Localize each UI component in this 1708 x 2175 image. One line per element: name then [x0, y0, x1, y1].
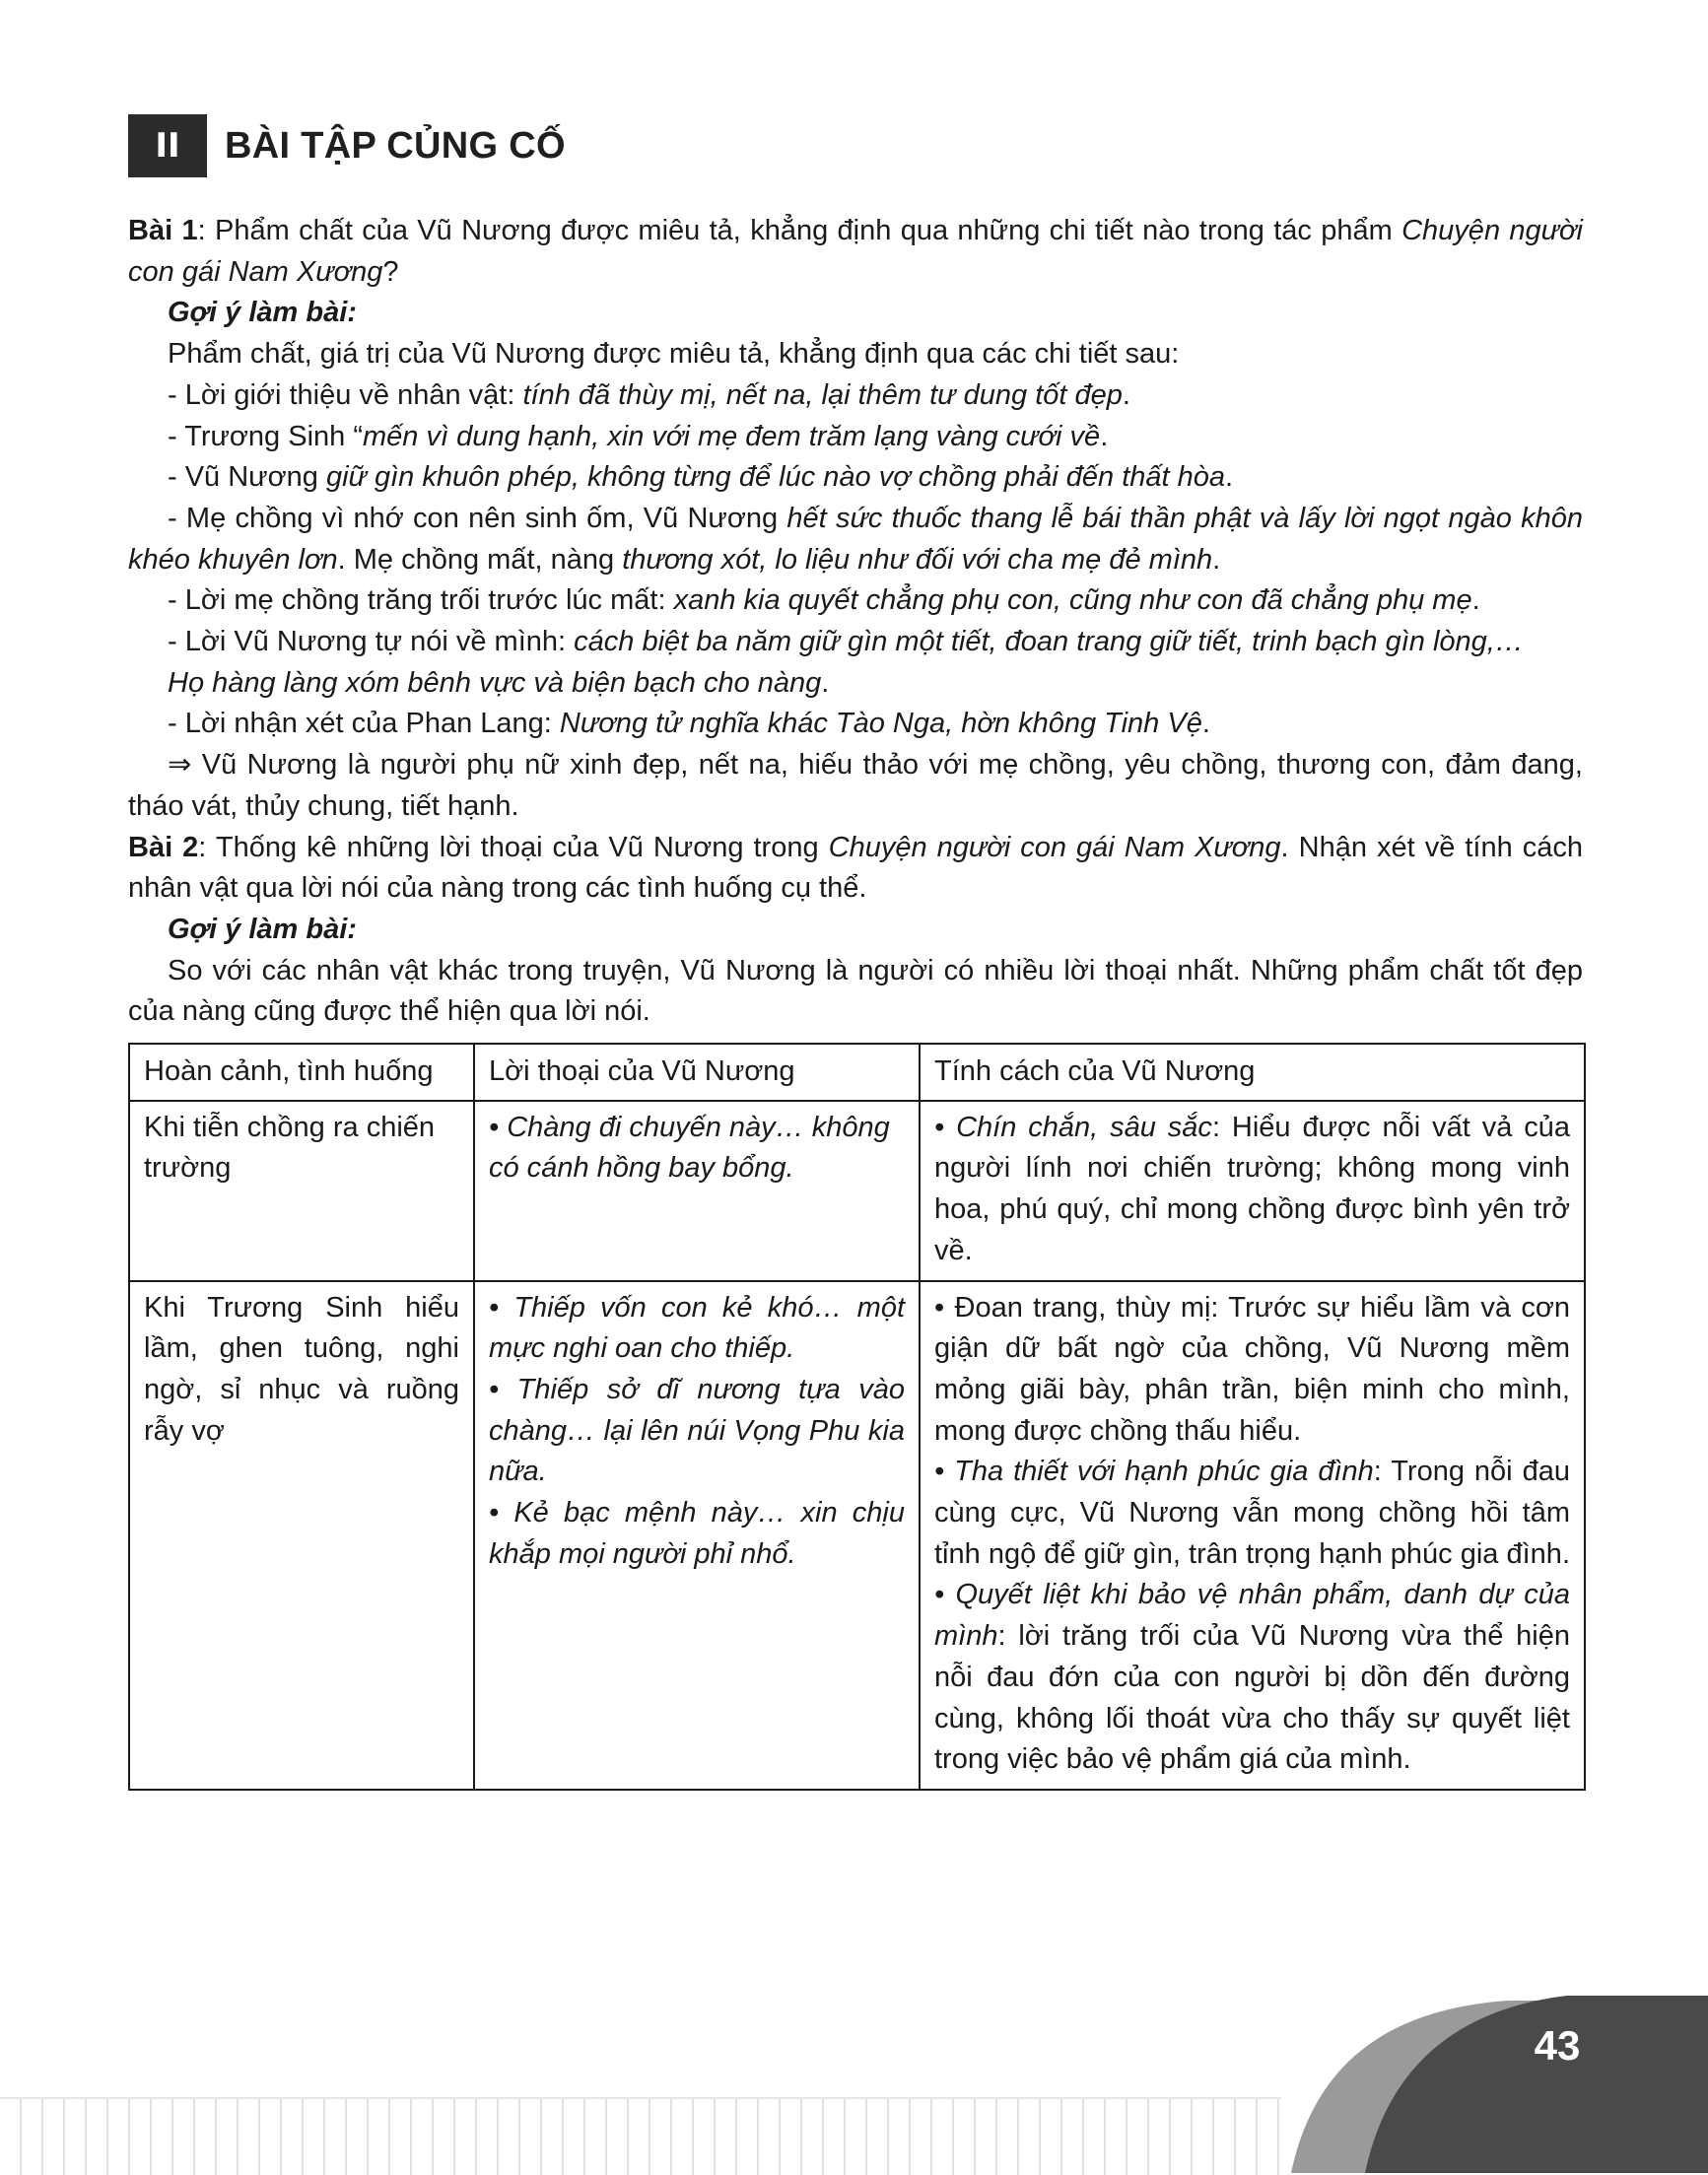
bai1-detail-7 [128, 704, 1583, 745]
row2-situation [129, 1281, 474, 1790]
bai2-label: Bài 2 [128, 831, 199, 863]
bai1-detail-1 [128, 375, 1583, 417]
bai1-intro: Phẩm chất, giá trị của Vũ Nương được miêu tả, khẳng định qua các chi tiết sau: [168, 338, 1180, 371]
row1-situation [129, 1101, 474, 1281]
detail-end: . [1212, 543, 1221, 576]
detail-quote: giữ gìn khuôn phép, không từng để lúc nào vợ chồng phải đến thất hòa [325, 461, 1226, 494]
dialogue-text: • Thiếp sở dĩ nương tựa vào chàng… lại lên núi Vọng Phu kia nữa. [489, 1373, 905, 1488]
header-character: Tính cách của Vũ Nương [920, 1044, 1585, 1101]
section-title: BÀI TẬP CỦNG CỐ [225, 124, 566, 167]
detail-quote: Họ hàng làng xóm bênh vực và biện bạch cho nàng [168, 666, 822, 699]
bai1-detail-6-cont [128, 663, 1583, 705]
bai1-detail-4 [128, 499, 1583, 580]
row1-character [920, 1101, 1585, 1281]
table-row [129, 1101, 1585, 1281]
situation-text: Khi tiễn chồng ra chiến trường [144, 1111, 436, 1185]
trait-item [934, 1575, 1570, 1781]
detail-text: - Lời nhận xét của Phan Lang: [168, 708, 560, 740]
detail-text: - Mẹ chồng vì nhớ con nên sinh ốm, Vũ Nương [168, 502, 787, 534]
dialogue-text: • Chàng đi chuyến này… không có cánh hồng bay bổng. [489, 1111, 890, 1185]
bai1-label: Bài 1 [128, 215, 198, 246]
bai1-detail-2 [128, 417, 1583, 458]
detail-text: - Vũ Nương [168, 461, 326, 494]
table-header-row [129, 1044, 1585, 1101]
detail-text: - Lời mẹ chồng trăng trối trước lúc mất: [168, 584, 674, 617]
bai1-conclusion: ⇒ Vũ Nương là người phụ nữ xinh đẹp, nết na, hiếu thảo với mẹ chồng, yêu chồng, thương con, đảm đang, tháo vát, thủy chung, tiết hạnh. [128, 749, 1583, 822]
header-situation: Hoàn cảnh, tình huống [129, 1044, 474, 1101]
bai1-detail-5 [128, 580, 1583, 622]
bai1-hint-label: Gợi ý làm bài: [168, 297, 357, 329]
bai1-question [128, 211, 1583, 293]
footer-stripes [0, 2097, 1281, 2175]
section-heading [128, 114, 566, 177]
dialogue-text: • Kẻ bạc mệnh này… xin chịu khắp mọi người phỉ nhổ. [489, 1497, 905, 1570]
trait-text: : lời trăng trối của Vũ Nương vừa thể hiện nỗi đau đớn của con người bị dồn đến đường cùng, không lối thoát vừa cho thấy sự quyết liệt trong việc bảo vệ phẩm giá của mình. [934, 1620, 1570, 1776]
bai2-question [128, 828, 1583, 910]
bai2-question-end: . Nhận xét về tính cách nhân vật qua lời nói của nàng trong các tình huống cụ thể. [128, 831, 1584, 905]
dialogue-table [128, 1043, 1586, 1791]
bai1-detail-6 [128, 622, 1583, 663]
trait-item [934, 1452, 1570, 1575]
trait-text: : Trong nỗi đau cùng cực, Vũ Nương vẫn mong chồng hồi tâm tỉnh ngộ để giữ gìn, trân trọng hạnh phúc gia đình. [934, 1456, 1570, 1570]
row1-dialogue [474, 1101, 920, 1281]
bai1-work-title: Chuyện người con gái Nam Xương [128, 215, 1584, 288]
detail-end: . [821, 666, 830, 699]
bai1-detail-3 [128, 457, 1583, 499]
detail-text: - Lời giới thiệu về nhân vật: [168, 378, 523, 411]
detail-quote: xanh kia quyết chẳng phụ con, cũng như con đã chẳng phụ mẹ [673, 584, 1472, 617]
detail-quote: mến vì dung hạnh, xin với mẹ đem trăm lạng vàng cưới về [363, 420, 1101, 452]
situation-text: Khi Trương Sinh hiểu lầm, ghen tuông, nghi ngờ, sỉ nhục và ruồng rẫy vợ [144, 1291, 459, 1447]
row2-dialogue [474, 1281, 920, 1790]
header-dialogue: Lời thoại của Vũ Nương [474, 1044, 920, 1101]
trait-label: • Tha thiết với hạnh phúc gia đình [934, 1456, 1374, 1488]
page-corner-swoosh [1183, 1971, 1708, 2173]
detail-quote: cách biệt ba năm giữ gìn một tiết, đoan trang giữ tiết, trinh bạch gìn lòng,… [574, 626, 1524, 658]
detail-end: . [1225, 461, 1234, 494]
detail-end: . [1100, 420, 1109, 452]
detail-end: . [1201, 708, 1210, 740]
detail-end: . [1471, 584, 1480, 617]
trait-label: • Chín chắn, sâu sắc [934, 1111, 1212, 1143]
detail-text: - Lời Vũ Nương tự nói về mình: [168, 626, 575, 658]
detail-quote: tính đã thùy mị, nết na, lại thêm tư dung tốt đẹp [522, 378, 1123, 411]
bai2-question-text: : Thống kê những lời thoại của Vũ Nương trong [198, 831, 829, 863]
detail-quote: thương xót, lo liệu như đối với cha mẹ đẻ mình [622, 543, 1213, 576]
page-number: 43 [1534, 2022, 1581, 2069]
trait-label: • Quyết liệt khi bảo vệ nhân phẩm, danh dự của mình [934, 1579, 1570, 1653]
detail-quote: hết sức thuốc thang lễ bái thần phật và lấy lời ngọt ngào khôn khéo khuyên lơn [128, 502, 1584, 576]
bai1-question-end: ? [382, 255, 399, 288]
exercise-content [128, 211, 1583, 1033]
bai1-question-text: : Phẩm chất của Vũ Nương được miêu tả, khẳng định qua những chi tiết nào trong tác phẩm [197, 215, 1402, 246]
detail-text: . Mẹ chồng mất, nàng [337, 543, 623, 576]
detail-quote: Nương tử nghĩa khác Tào Nga, hờn không Tinh Vệ [559, 708, 1202, 740]
bai2-intro: So với các nhân vật khác trong truyện, Vũ Nương là người có nhiều lời thoại nhất. Những phẩm chất tốt đẹp của nàng cũng được thể hiện qua lời nói. [128, 954, 1583, 1028]
bai2-hint-label: Gợi ý làm bài: [168, 913, 357, 945]
trait-text: : Hiểu được nỗi vất vả của người lính nơi chiến trường; không mong vinh hoa, phú quý, chỉ mong chồng được bình yên trở về. [934, 1111, 1571, 1266]
detail-end: . [1122, 378, 1130, 411]
section-number-badge: II [128, 114, 207, 177]
dialogue-text: • Thiếp vốn con kẻ khó… một mực nghi oan cho thiếp. [489, 1291, 905, 1365]
bai2-work-title: Chuyện người con gái Nam Xương [828, 831, 1281, 863]
table-row [129, 1281, 1585, 1790]
row2-character [920, 1281, 1585, 1790]
detail-text: - Trương Sinh “ [168, 420, 363, 452]
trait-text: • Đoan trang, thùy mị: Trước sự hiểu lầm và cơn giận dữ bất ngờ của chồng, Vũ Nương mềm mỏng giãi bày, phân trần, biện minh cho mình, mong được chồng thấu hiểu. [934, 1291, 1570, 1447]
